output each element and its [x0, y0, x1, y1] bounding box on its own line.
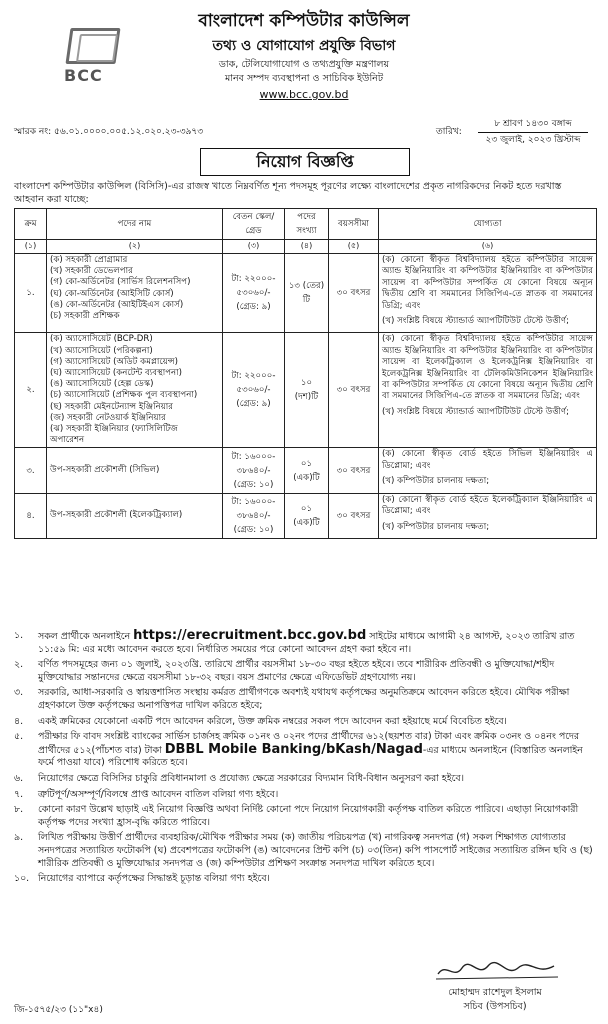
instruction-text: ত্রুটিপূর্ণ/অসম্পূর্ণ/বিলম্বে প্রাপ্ত আবেদন বাতিল বলিয়া গণ্য হইবে।	[38, 788, 279, 800]
instruction-item	[14, 773, 596, 786]
qualification-item: (খ) সংশ্লিষ্ট বিষয়ে স্ট্যান্ডার্ড অ্যাপটিটিউট টেস্টে উত্তীর্ণ;	[382, 406, 570, 417]
cell-post-count: ১০ (দশ)টি	[285, 333, 329, 448]
instruction-number: ৫.	[14, 731, 24, 743]
post-name: (গ) কো-অর্ডিনেটর (সার্ভিস রিলেশনসিপ)	[50, 277, 191, 288]
instruction-text: সরকারি, আধা-সরকারি ও স্বায়ত্তশাসিত সংস্থায় কর্মরত প্রার্থীগণকে অবশ্যই যথাযথ কর্তৃপক্ষের অনুমতিক্রমে আবেদন করিতে হইবে। মৌখিক পরীক্ষা গ্রহণকালে উক্ত কর্তৃপক্ষের অনাপত্তিপত্র দাখিল করিতে হইবে;	[38, 687, 570, 711]
instruction-number: ৭.	[14, 788, 24, 800]
instruction-item	[14, 659, 596, 684]
col-num: (৩)	[223, 240, 285, 254]
org-name: বাংলাদেশ কম্পিউটার কাউন্সিল	[198, 11, 410, 31]
post-name: (খ) অ্যাসোসিয়েট (পরিকল্পনা)	[50, 345, 153, 356]
instruction-text: নিয়োগের ক্ষেত্রে বিসিসির চাকুরি প্রবিধানমালা ও প্রযোজ্য ক্ষেত্রে সরকারের বিদ্যমান বিধি-বিধান অনুসরণ করা হইবে।	[38, 772, 464, 784]
col-num: (৪)	[285, 240, 329, 254]
instruction-text	[38, 731, 596, 770]
qualification-item: (ক) কোনো স্বীকৃত বিশ্ববিদ্যালয় হইতে কম্পিউটার সায়েন্স অ্যান্ড ইঞ্জিনিয়ারিং বা কম্পিউটার ইঞ্জিনিয়ারিং বা কম্পিউটার সায়েন্স বা ইলেকট্রিক্যাল ও ইলেকট্রনিক্স ইঞ্জিনিয়ারিং বা ইলেকট্রনিক্স ইঞ্জিনিয়ারিং বা টেলিকমিউনিকেশন ইঞ্জিনিয়ারিং বা কম্পিউটার সম্পর্কিত যে কোনো বিষয়ে অন্যূন দ্বিতীয় শ্রেণি বা সমমানের সিজিপিএ-তে স্নাতক বা সমমানের ডিগ্রি; এবং	[382, 334, 593, 402]
cell-pay-scale: টা: ১৬০০০- ৩৮৬৪০/- (গ্রেড: ১০)	[223, 493, 285, 538]
cell-pay-scale: টা: ২২০০০- ৫৩০৬০/- (গ্রেড: ৯)	[223, 254, 285, 333]
instruction-number: ১.	[14, 630, 24, 641]
post-name: (ছ) সহকারী মেইনটেন্যান্স ইঞ্জিনিয়ার	[50, 401, 173, 412]
instruction-item	[14, 630, 596, 656]
qualification-item: (খ) কম্পিউটার চালনায় দক্ষতা;	[382, 476, 490, 487]
instruction-text: নিয়োগের ব্যাপারে কর্তৃপক্ষের সিদ্ধান্তই চূড়ান্ত বলিয়া গণ্য হইবে।	[38, 873, 270, 885]
unit-name: মানব সম্পদ ব্যবস্থাপনা ও সাচিবিক ইউনিট	[224, 73, 384, 84]
website-link[interactable]: www.bcc.gov.bd	[259, 88, 349, 101]
cell-age-limit: ৩০ বৎসর	[329, 333, 379, 448]
post-name: উপ-সহকারী প্রকৌশলী (ইলেকট্রিক্যাল)	[50, 510, 183, 521]
instruction-number: ৯.	[14, 832, 24, 844]
instruction-text	[38, 630, 596, 656]
post-name: (ঙ) অ্যাসোসিয়েট (হেল্প ডেস্ক)	[50, 379, 154, 390]
instruction-item	[14, 716, 596, 729]
header-post: পদের নাম	[47, 209, 223, 240]
post-name: (ক) সহকারী প্রোগ্রামার	[50, 255, 128, 265]
cell-serial: ১.	[15, 254, 47, 333]
cell-post-count: ১৩ (তের) টি	[285, 254, 329, 333]
date-bangla: ৮ শ্রাবণ ১৪৩০ বঙ্গাব্দ	[478, 116, 588, 133]
table-row	[15, 254, 597, 333]
header-scale: বেতন স্কেল/ গ্রেড	[223, 209, 285, 240]
cell-post-count: ০১ (এক)টি	[285, 448, 329, 493]
header-count: পদের সংখ্যা	[285, 209, 329, 240]
cell-age-limit: ৩০ বৎসর	[329, 448, 379, 493]
instruction-number: ৬.	[14, 772, 24, 784]
cell-posts	[47, 448, 223, 493]
header-serial: ক্রম	[15, 209, 47, 240]
instruction-item	[14, 731, 596, 770]
instructions-list	[14, 630, 596, 889]
post-name: (ঙ) কো-অর্ডিনেটর (আইটিইএস কোর্স)	[50, 299, 184, 310]
qualification-item: (ক) কোনো স্বীকৃত বোর্ড হইতে সিভিল ইঞ্জিনিয়ারিং এ ডিপ্লোমা; এবং	[382, 449, 593, 471]
table-header-row	[15, 209, 597, 240]
cell-serial: ৩.	[15, 448, 47, 493]
ministry-name: ডাক, টেলিযোগাযোগ ও তথ্যপ্রযুক্তি মন্ত্রণালয়	[218, 59, 390, 70]
instruction-number: ৩.	[14, 687, 24, 699]
instruction-number: ২.	[14, 659, 24, 671]
cell-post-count: ০১ (এক)টি	[285, 493, 329, 538]
qualification-item: (ক) কোনো স্বীকৃত বিশ্ববিদ্যালয় হইতে কম্পিউটার সায়েন্স অ্যান্ড ইঞ্জিনিয়ারিং বা কম্পিউটার ইঞ্জিনিয়ারিং বা কম্পিউটার সায়েন্স বা কম্পিউটার সম্পর্কিত যে কোনো বিষয়ে অন্যূন দ্বিতীয় শ্রেণি বা সমমানের সিজিপিএ-তে স্নাতক বা সমমানের ডিগ্রি; এবং	[382, 255, 593, 311]
header-qualification: যোগ্যতা	[379, 209, 597, 240]
cell-pay-scale: টা: ১৬০০০- ৩৮৬৪০/- (গ্রেড: ১০)	[223, 448, 285, 493]
logo-text: BCC	[64, 66, 103, 85]
col-num: (১)	[15, 240, 47, 254]
memo-number: স্মারক নং: ৫৬.০১.০০০০.০০৫.১২.০২০.২৩-৩৯৭৩	[14, 127, 204, 137]
signatory-name: মোহাম্মদ রাশেদুল ইসলাম	[448, 987, 542, 998]
print-reference: জি-১৫৭৫/২৩ (১১"x৪)	[14, 1005, 103, 1015]
instruction-text-part: সকল প্রার্থীকে অনলাইনে	[38, 631, 134, 642]
date-label: তারিখ:	[436, 127, 462, 137]
instruction-text: একই ক্রমিকের যেকোনো একটি পদে আবেদন করিলে, উক্ত ক্রমিক নম্বরের সকল পদে আবেদন করা হইয়াছে মর্মে বিবেচিত হইবে।	[38, 715, 507, 727]
cell-serial: ২.	[15, 333, 47, 448]
instruction-text-part: -এর মাধ্যমে অনলাইনে (বিস্তারিত অনলাইন ফর্মে পাওয়া যাবে) পরিশোধ করিতে হবে।	[38, 744, 583, 769]
cell-qualification	[379, 493, 597, 538]
qualification-item: (খ) কম্পিউটার চালনায় দক্ষতা;	[382, 521, 490, 532]
instruction-item	[14, 687, 596, 712]
qualification-item: (খ) সংশ্লিষ্ট বিষয়ে স্ট্যান্ডার্ড অ্যাপটিটিউট টেস্টে উত্তীর্ণ;	[382, 316, 570, 327]
instruction-text-part: পরীক্ষার ফি বাবদ সংশ্লিষ্ট ব্যাংকের সার্ভিস চার্জসহ ক্রমিক ০১নং ও ০২নং পদের প্রার্থীদের ৬১২(ছয়শত বার) টাকা এবং ক্রমিক ০৩নং ও ০৪নং পদের প্রার্থীদের ৫১২(পাঁচশত বার) টাকা	[38, 731, 580, 756]
col-num: (২)	[47, 240, 223, 254]
table-row	[15, 493, 597, 538]
instruction-item	[14, 804, 596, 829]
cell-posts	[47, 254, 223, 333]
post-name: (ঝ) সহকারী ইঞ্জিনিয়ার (ফ্যাসিলিটিজ	[50, 424, 178, 435]
instruction-text-part: সাইটের মাধ্যমে আগামী ২৪ আগস্ট, ২০২৩ তারিখ রাত ১১:৫৯ মি: এর মধ্যে আবেদন করতে হবে। নির্ধারিত সময়ের পরে কোনো আবেদন গ্রহণ করা হইবে না।	[38, 631, 575, 655]
column-number-row	[15, 240, 597, 254]
instruction-item	[14, 832, 596, 870]
cell-qualification	[379, 448, 597, 493]
division-name: তথ্য ও যোগাযোগ প্রযুক্তি বিভাগ	[212, 38, 396, 54]
post-name: (জ) সহকারী নেটওয়ার্ক ইঞ্জিনিয়ার	[50, 412, 166, 423]
col-num: (৬)	[379, 240, 597, 254]
instruction-text: বর্ণিত পদসমূহের জন্য ০১ জুলাই, ২০২৩খ্রি. তারিখে প্রার্থীর বয়সসীমা ১৮-৩০ বছর হইতে হইবে। তবে শারীরিক প্রতিবন্ধী ও মুক্তিযোদ্ধা/শহীদ মুক্তিযোদ্ধার সন্তানদের ক্ষেত্রে বয়সসীমা ১৮-৩২ বছর। বয়স প্রমাণের ক্ষেত্রে এফিডেভিট গ্রহণযোগ্য নয়।	[38, 659, 555, 683]
signatory-designation: সচিব (উপসচিব)	[463, 1001, 527, 1012]
header-age: বয়সসীমা	[329, 209, 379, 240]
col-num: (৫)	[329, 240, 379, 254]
cell-posts	[47, 333, 223, 448]
post-name: (চ) অ্যাসোসিয়েট (প্রশিক্ষক পুল ব্যবস্থাপনা)	[50, 390, 198, 401]
cell-posts	[47, 493, 223, 538]
cell-qualification	[379, 333, 597, 448]
instruction-number: ৪.	[14, 715, 24, 727]
instruction-text: লিখিত পরীক্ষায় উত্তীর্ণ প্রার্থীদের ব্যবহারিক/মৌখিক পরীক্ষার সময় (ক) জাতীয় পরিচয়পত্র (খ) নাগরিকত্ব সনদপত্র (গ) সকল শিক্ষাগত যোগ্যতার সনদপত্রের সত্যায়িত ফটোকপি (ঘ) প্রবেশপত্রের ফটোকপি (ঙ) আবেদনের প্রিন্ট কপি (চ) ০৩(তিন) কপি পাসপোর্ট সাইজের সত্যায়িত রঙ্গিন ছবি ও (ছ) শারীরিক প্রতিবন্ধী ও মুক্তিযোদ্ধার সনদপত্র ও (জ) কম্পিউটার প্রশিক্ষণ সংক্রান্ত সনদপত্র দাখিল করিতে হবে।	[38, 832, 593, 869]
jobs-table	[14, 208, 597, 539]
instruction-number: ৮.	[14, 804, 24, 816]
post-name: উপ-সহকারী প্রকৌশলী (সিভিল)	[50, 464, 160, 475]
cell-age-limit: ৩০ বৎসর	[329, 493, 379, 538]
instruction-text: কোনো কারণ উল্লেখ ছাড়াই এই নিয়োগ বিজ্ঞপ্তি অথবা নির্দিষ্ট কোনো পদে নিয়োগ নিয়োগকারী কর্তৃপক্ষ বাতিল করিতে পারিবে। এছাড়া নিয়োগকারী কর্তৃপক্ষ পদের সংখ্যা হ্রাস-বৃদ্ধি করিতে পারিবে।	[38, 804, 579, 828]
post-name: অপারেশন	[50, 435, 85, 446]
date-english: ২৩ জুলাই, ২০২৩ খ্রিস্টাব্দ	[485, 135, 581, 145]
instruction-number: ১০.	[14, 873, 30, 885]
instruction-item	[14, 873, 596, 886]
page-title: নিয়োগ বিজ্ঞপ্তি	[200, 148, 410, 176]
cell-serial: ৪.	[15, 493, 47, 538]
payment-methods: DBBL Mobile Banking/bKash/Nagad	[164, 741, 423, 757]
post-name: (ঘ) অ্যাসোসিয়েট (কনটেন্ট ব্যবস্থাপনা)	[50, 368, 183, 379]
instruction-item	[14, 789, 596, 802]
signature-mark	[432, 960, 562, 982]
cell-age-limit: ৩০ বৎসর	[329, 254, 379, 333]
post-name: (ক) অ্যাসোসিয়েট (BCP-DR)	[50, 334, 153, 345]
erecruitment-link[interactable]: https://erecruitment.bcc.gov.bd	[133, 628, 367, 643]
post-name: (গ) অ্যাসোসিয়েট (অডিট কমপ্লায়েন্স)	[50, 356, 178, 367]
qualification-item: (ক) কোনো স্বীকৃত বোর্ড হইতে ইলেকট্রিক্যাল ইঞ্জিনিয়ারিং এ ডিপ্লোমা; এবং	[382, 494, 593, 517]
post-name: (চ) সহকারী প্রশিক্ষক	[50, 311, 120, 322]
post-name: (খ) সহকারী ডেভেলপার	[50, 266, 133, 277]
cell-pay-scale: টা: ২২০০০- ৫৩০৬০/- (গ্রেড: ৯)	[223, 333, 285, 448]
cell-qualification	[379, 254, 597, 333]
post-name: (ঘ) কো-অর্ডিনেটর (আইসিটি কোর্স)	[50, 288, 174, 299]
intro-text: বাংলাদেশ কম্পিউটার কাউন্সিল (বিসিসি)-এর রাজস্ব খাতে নিম্নবর্ণিত শূন্য পদসমূহ পূরণের লক্ষ্যে বাংলাদেশের প্রকৃত নাগরিকদের নিকট হতে দরখাস্ত আহবান করা যাচ্ছে:	[14, 181, 562, 205]
table-row	[15, 333, 597, 448]
table-row	[15, 448, 597, 493]
